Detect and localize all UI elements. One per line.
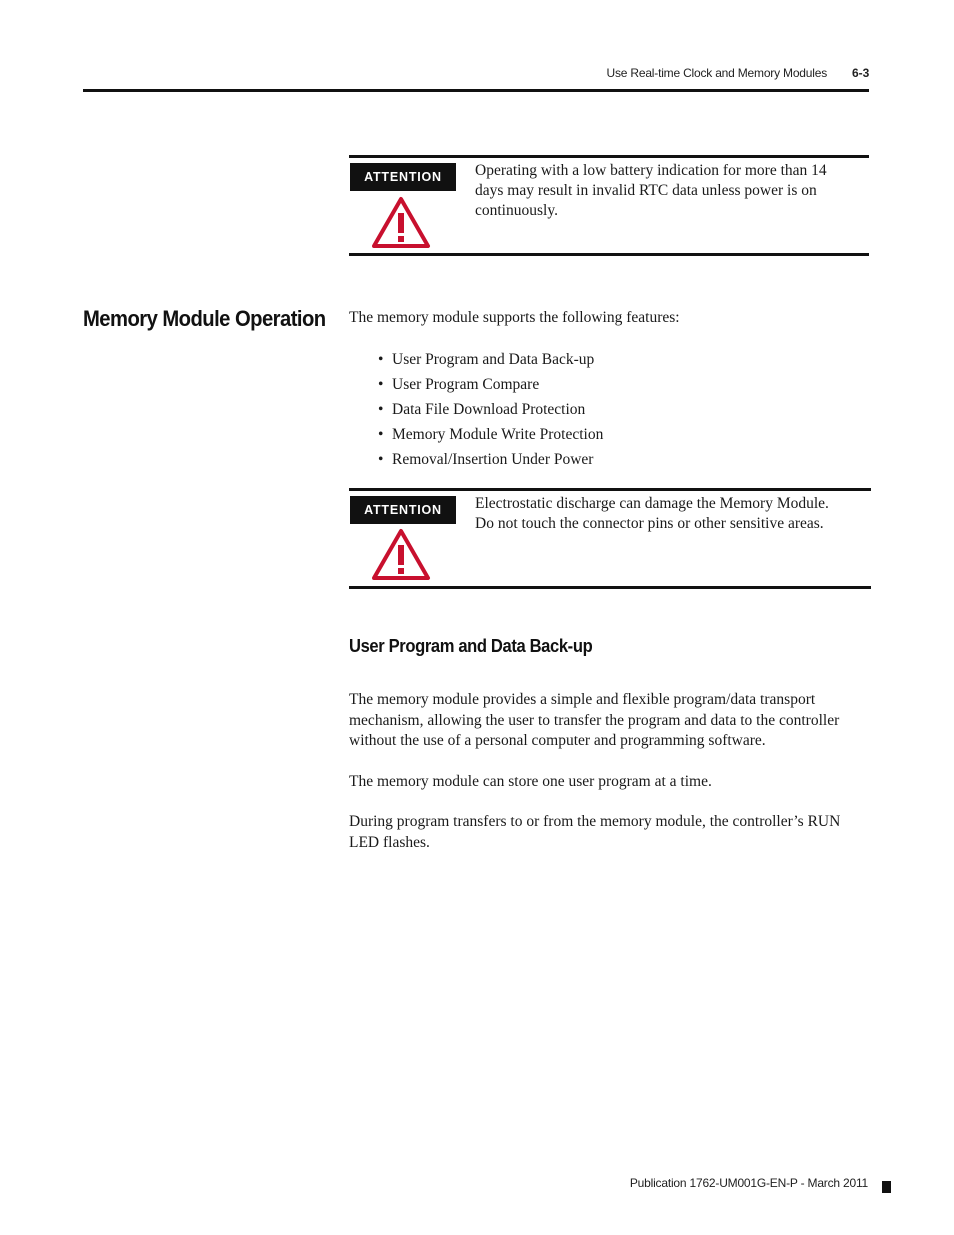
paragraph-run-led: During program transfers to or from the memory module, the controller’s RUN LED flashes. — [349, 813, 841, 851]
list-item: • User Program Compare — [378, 374, 603, 399]
attention-box-esd — [349, 488, 871, 589]
running-header-title: Use Real-time Clock and Memory Modules — [606, 66, 827, 80]
attention-text: Operating with a low battery indication for more than 14 days may result in invalid RTC data unless power is on continuously. — [475, 162, 827, 219]
bullet-icon: • — [378, 351, 384, 368]
attention-label: ATTENTION — [350, 163, 456, 191]
bullet-icon: • — [378, 401, 384, 418]
page-number: 6-3 — [852, 66, 870, 80]
bullet-icon: • — [378, 451, 384, 468]
list-item: • Memory Module Write Protection — [378, 424, 603, 449]
attention-text: Electrostatic discharge can damage the Memory Module. Do not touch the connector pins or other sensitive areas. — [475, 495, 829, 532]
attention-label: ATTENTION — [350, 496, 456, 524]
warning-triangle-icon — [371, 196, 431, 250]
section-title: Memory Module Operation — [83, 306, 326, 331]
paragraph-transport: The memory module provides a simple and flexible program/data transport mechanism, allowing the user to transfer the program and data to the controller without the use of a personal computer and programming software. — [349, 691, 840, 749]
warning-triangle-icon — [371, 528, 431, 582]
publication-footer: Publication 1762-UM001G-EN-P - March 2011 — [629, 1176, 868, 1190]
list-item: • Removal/Insertion Under Power — [378, 449, 603, 474]
footer-marker — [882, 1181, 891, 1193]
paragraph-capacity: The memory module can store one user program at a time. — [349, 773, 712, 790]
list-item: • Data File Download Protection — [378, 399, 603, 424]
bullet-icon: • — [378, 426, 384, 443]
header-rule — [83, 89, 869, 92]
list-item: • User Program and Data Back-up — [378, 349, 603, 374]
attention-box-battery — [349, 155, 869, 256]
subsection-title: User Program and Data Back-up — [349, 636, 593, 656]
feature-list — [378, 349, 603, 474]
section-intro: The memory module supports the following features: — [349, 309, 680, 326]
bullet-icon: • — [378, 376, 384, 393]
